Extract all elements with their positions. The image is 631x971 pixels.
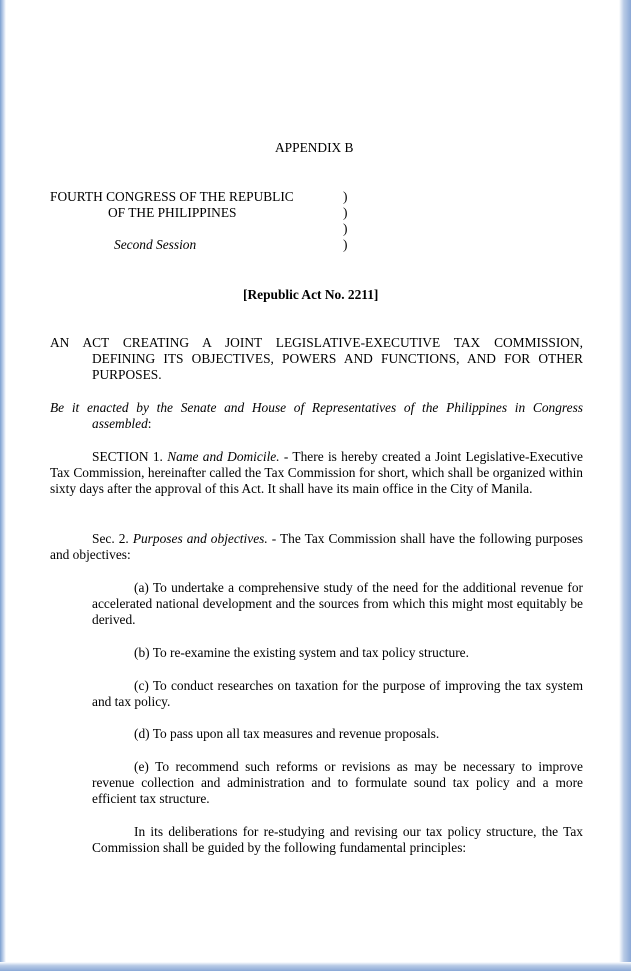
item-d: (d) To pass upon all tax measures and revenue proposals. bbox=[134, 726, 440, 741]
session-label: Second Session bbox=[114, 237, 197, 252]
act-title-line3: PURPOSES. bbox=[92, 367, 162, 382]
section-1-paragraph: SECTION 1. Name and Domicile. - There is hereby created a Joint Legislative-Executive Tax Commission, hereinafter called the Tax Commission for short, which shall be organized within sixty days after the approval of this Act. It shall have its main office in the City of Manila. bbox=[50, 449, 583, 496]
congress-line2: OF THE PHILIPPINES bbox=[108, 205, 237, 220]
enacting-clause-line2: assembled: bbox=[92, 416, 152, 431]
act-title-line1: AN ACT CREATING A JOINT LEGISLATIVE-EXECUTIVE TAX COMMISSION, bbox=[50, 335, 583, 350]
appendix-title: APPENDIX B bbox=[275, 140, 354, 155]
act-number: [Republic Act No. 2211] bbox=[243, 287, 379, 302]
section-2-paragraph: Sec. 2. Purposes and objectives. - The Tax Commission shall have the following purposes and objectives: bbox=[50, 531, 584, 562]
enacting-clause-line1: Be it enacted by the Senate and House of Representatives of the Philippines in Congress bbox=[50, 400, 583, 415]
bracket-2: ) bbox=[343, 205, 348, 220]
closing-paragraph: In its deliberations for re-studying and revising our tax policy structure, the Tax Commission shall be guided by the following fundamental principles: bbox=[92, 824, 583, 855]
congress-line1: FOURTH CONGRESS OF THE REPUBLIC bbox=[50, 189, 294, 204]
bracket-1: ) bbox=[343, 189, 348, 204]
item-c: (c) To conduct researches on taxation for the purpose of improving the tax system and tax policy. bbox=[92, 678, 583, 709]
item-e: (e) To recommend such reforms or revisions as may be necessary to improve revenue collection and administration and to formulate sound tax policy and a more efficient tax structure. bbox=[92, 759, 583, 806]
bracket-4: ) bbox=[343, 237, 348, 252]
item-a: (a) To undertake a comprehensive study of the need for the additional revenue for accelerated national development and the sources from which this might most equitably be derived. bbox=[92, 580, 583, 627]
item-b: (b) To re-examine the existing system and tax policy structure. bbox=[134, 645, 469, 660]
act-title-line2: DEFINING ITS OBJECTIVES, POWERS AND FUNCTIONS, AND FOR OTHER bbox=[92, 351, 583, 366]
bracket-3: ) bbox=[343, 221, 348, 236]
